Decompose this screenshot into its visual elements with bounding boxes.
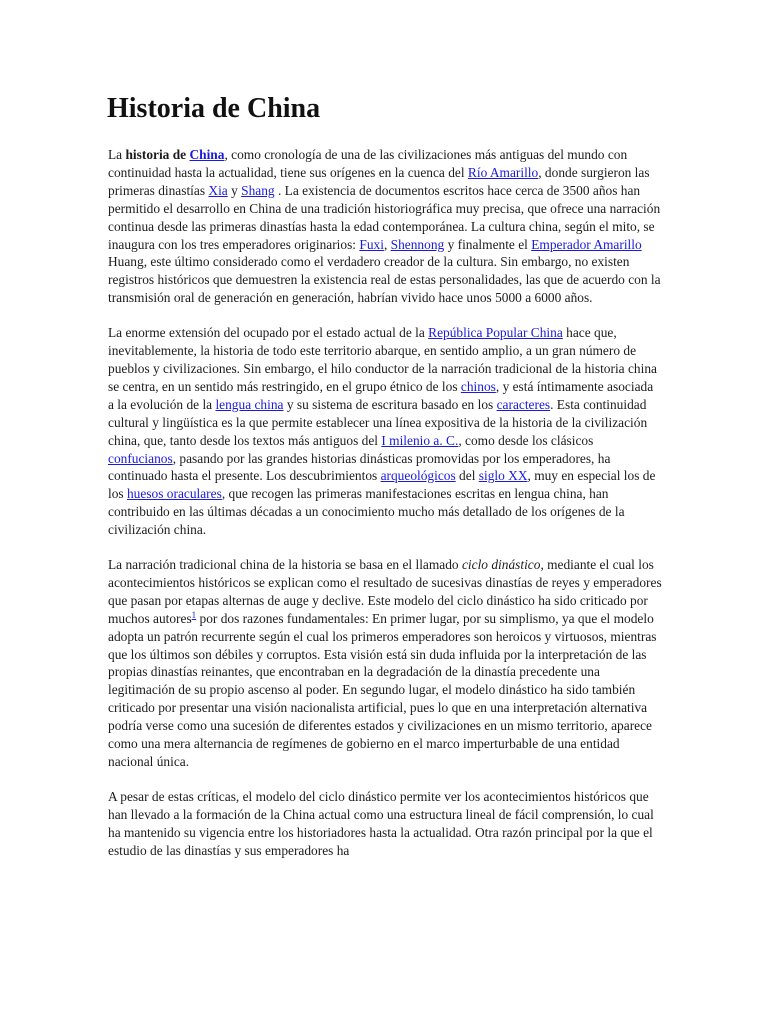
link-huesos-oraculares[interactable]: huesos oraculares <box>126 486 222 502</box>
article-body <box>108 146 662 877</box>
link-shang[interactable]: Shang <box>241 182 275 198</box>
paragraph-2: La enorme extensión del ocupado por el estado actual de la República Popular China hace que, inevitablemente, la historia de todo este territorio abarque, en sentido amplio, a un gran número de pueblos y civilizaciones. Sin embargo, el hilo conductor de la narración tradicional de la historia china se centra, en un sentido más restringido, en el grupo étnico de los chinos, y está íntimamente asociada a la evolución de la lengua china y su sistema de escritura basado en los caracteres. Esta continuidad cultural y lingüística es la que permite establecer una línea expositiva de la historia de la civilización china, que, tanto desde los textos más antiguos del I milenio a. C., como desde los clásicos confucianos, pasando por las grandes historias dinásticas promovidas por los emperadores, ha continuado hasta el presente. Los descubrimientos arqueológicos del siglo XX, muy en especial los de los huesos oraculares, que recogen las primeras manifestaciones escritas en lengua china, han contribuido en las últimas décadas a un conocimiento mucho más detallado de los orígenes de la civilización china. <box>108 325 657 538</box>
link-shennong[interactable]: Shennong <box>390 236 445 252</box>
bold-term: historia de <box>125 147 190 162</box>
link-xia[interactable]: Xia <box>208 182 228 198</box>
link-confucianos[interactable]: confucianos <box>108 450 173 466</box>
paragraph-4: A pesar de estas críticas, el modelo del ciclo dinástico permite ver los acontecimientos históricos que han llevado a la formación de la China actual como una estructura lineal de fácil comprensión, lo cual ha mantenido su vigencia entre los historiadores hasta la actualidad. Otra razón principal por la que el estudio de las dinastías y sus emperadores ha <box>108 788 654 858</box>
paragraph-3: La narración tradicional china de la historia se basa en el llamado ciclo dinástico, mediante el cual los acontecimientos históricos se explican como el resultado de sucesivas dinastías de reyes y emperadores que pasan por etapas alternas de auge y declive. Este modelo del ciclo dinástico ha sido criticado por muchos autores$^1$ por dos razones fundamentales: En primer lugar, por su simplismo, ya que el modelo adopta un patrón recurrente según el cual los primeros emperadores son heroicos y virtuosos, mientras que los últimos son débiles y corruptos. Esta visión está sin duda influida por la interpretación de las propias dinastías reinantes, que encontraban en la degradación de la dinastía precedente una legitimación de su propio ascenso al poder. En segundo lugar, el modelo dinástico ha sido también criticado por presentar una visión nacionalista artificial, pues lo que en una interpretación alternativa podría verse como una sucesión de diferentes estados y civilizaciones en un mismo territorio, aparece como una mera alternancia de regímenes de gobierno en el marco imperturbable de una entidad nacional única. <box>108 557 662 769</box>
link-rio-amarillo[interactable]: Río Amarillo <box>467 164 539 180</box>
link-i-milenio[interactable]: I milenio a. C. <box>381 432 459 448</box>
italic-term: ciclo dinástico <box>461 557 541 573</box>
link-republica-popular-china[interactable]: República Popular China <box>428 325 563 341</box>
link-arqueologicos[interactable]: arqueológicos <box>380 468 456 484</box>
page-title: Historia de China <box>107 93 321 124</box>
link-caracteres[interactable]: caracteres <box>496 396 551 412</box>
link-lengua-china[interactable]: lengua china <box>215 396 284 412</box>
paragraph-1: La historia de China, como cronología de una de las civilizaciones más antiguas del mundo con continuidad hasta la actualidad, tiene sus orígenes en la cuenca del Río Amarillo, donde surgieron las primeras dinastías Xia y Shang . La existencia de documentos escritos hace cerca de 3500 años han permitido el desarrollo en China de una tradición historiográfica muy precisa, que ofrece una narración continua desde las primeras dinastías hasta la edad contemporánea. La cultura china, según el mito, se inaugura con los tres emperadores originarios: Fuxi, Shennong y finalmente el Emperador Amarillo Huang, este último considerado como el verdadero creador de la cultura. Sin embargo, no existen registros históricos que demuestren la existencia real de estas personalidades, las que de acuerdo con la transmisión oral de generación en generación, habrían vivido hace unos 5000 a 6000 años. <box>108 147 661 306</box>
link-fuxi[interactable]: Fuxi <box>359 236 384 252</box>
link-chinos[interactable]: chinos <box>460 378 496 394</box>
link-siglo-xx[interactable]: siglo XX <box>478 468 528 484</box>
link-emperador-amarillo[interactable]: Emperador Amarillo <box>531 236 642 252</box>
footnote-link[interactable]: 1 <box>191 609 197 620</box>
link-china[interactable]: China <box>189 147 225 162</box>
